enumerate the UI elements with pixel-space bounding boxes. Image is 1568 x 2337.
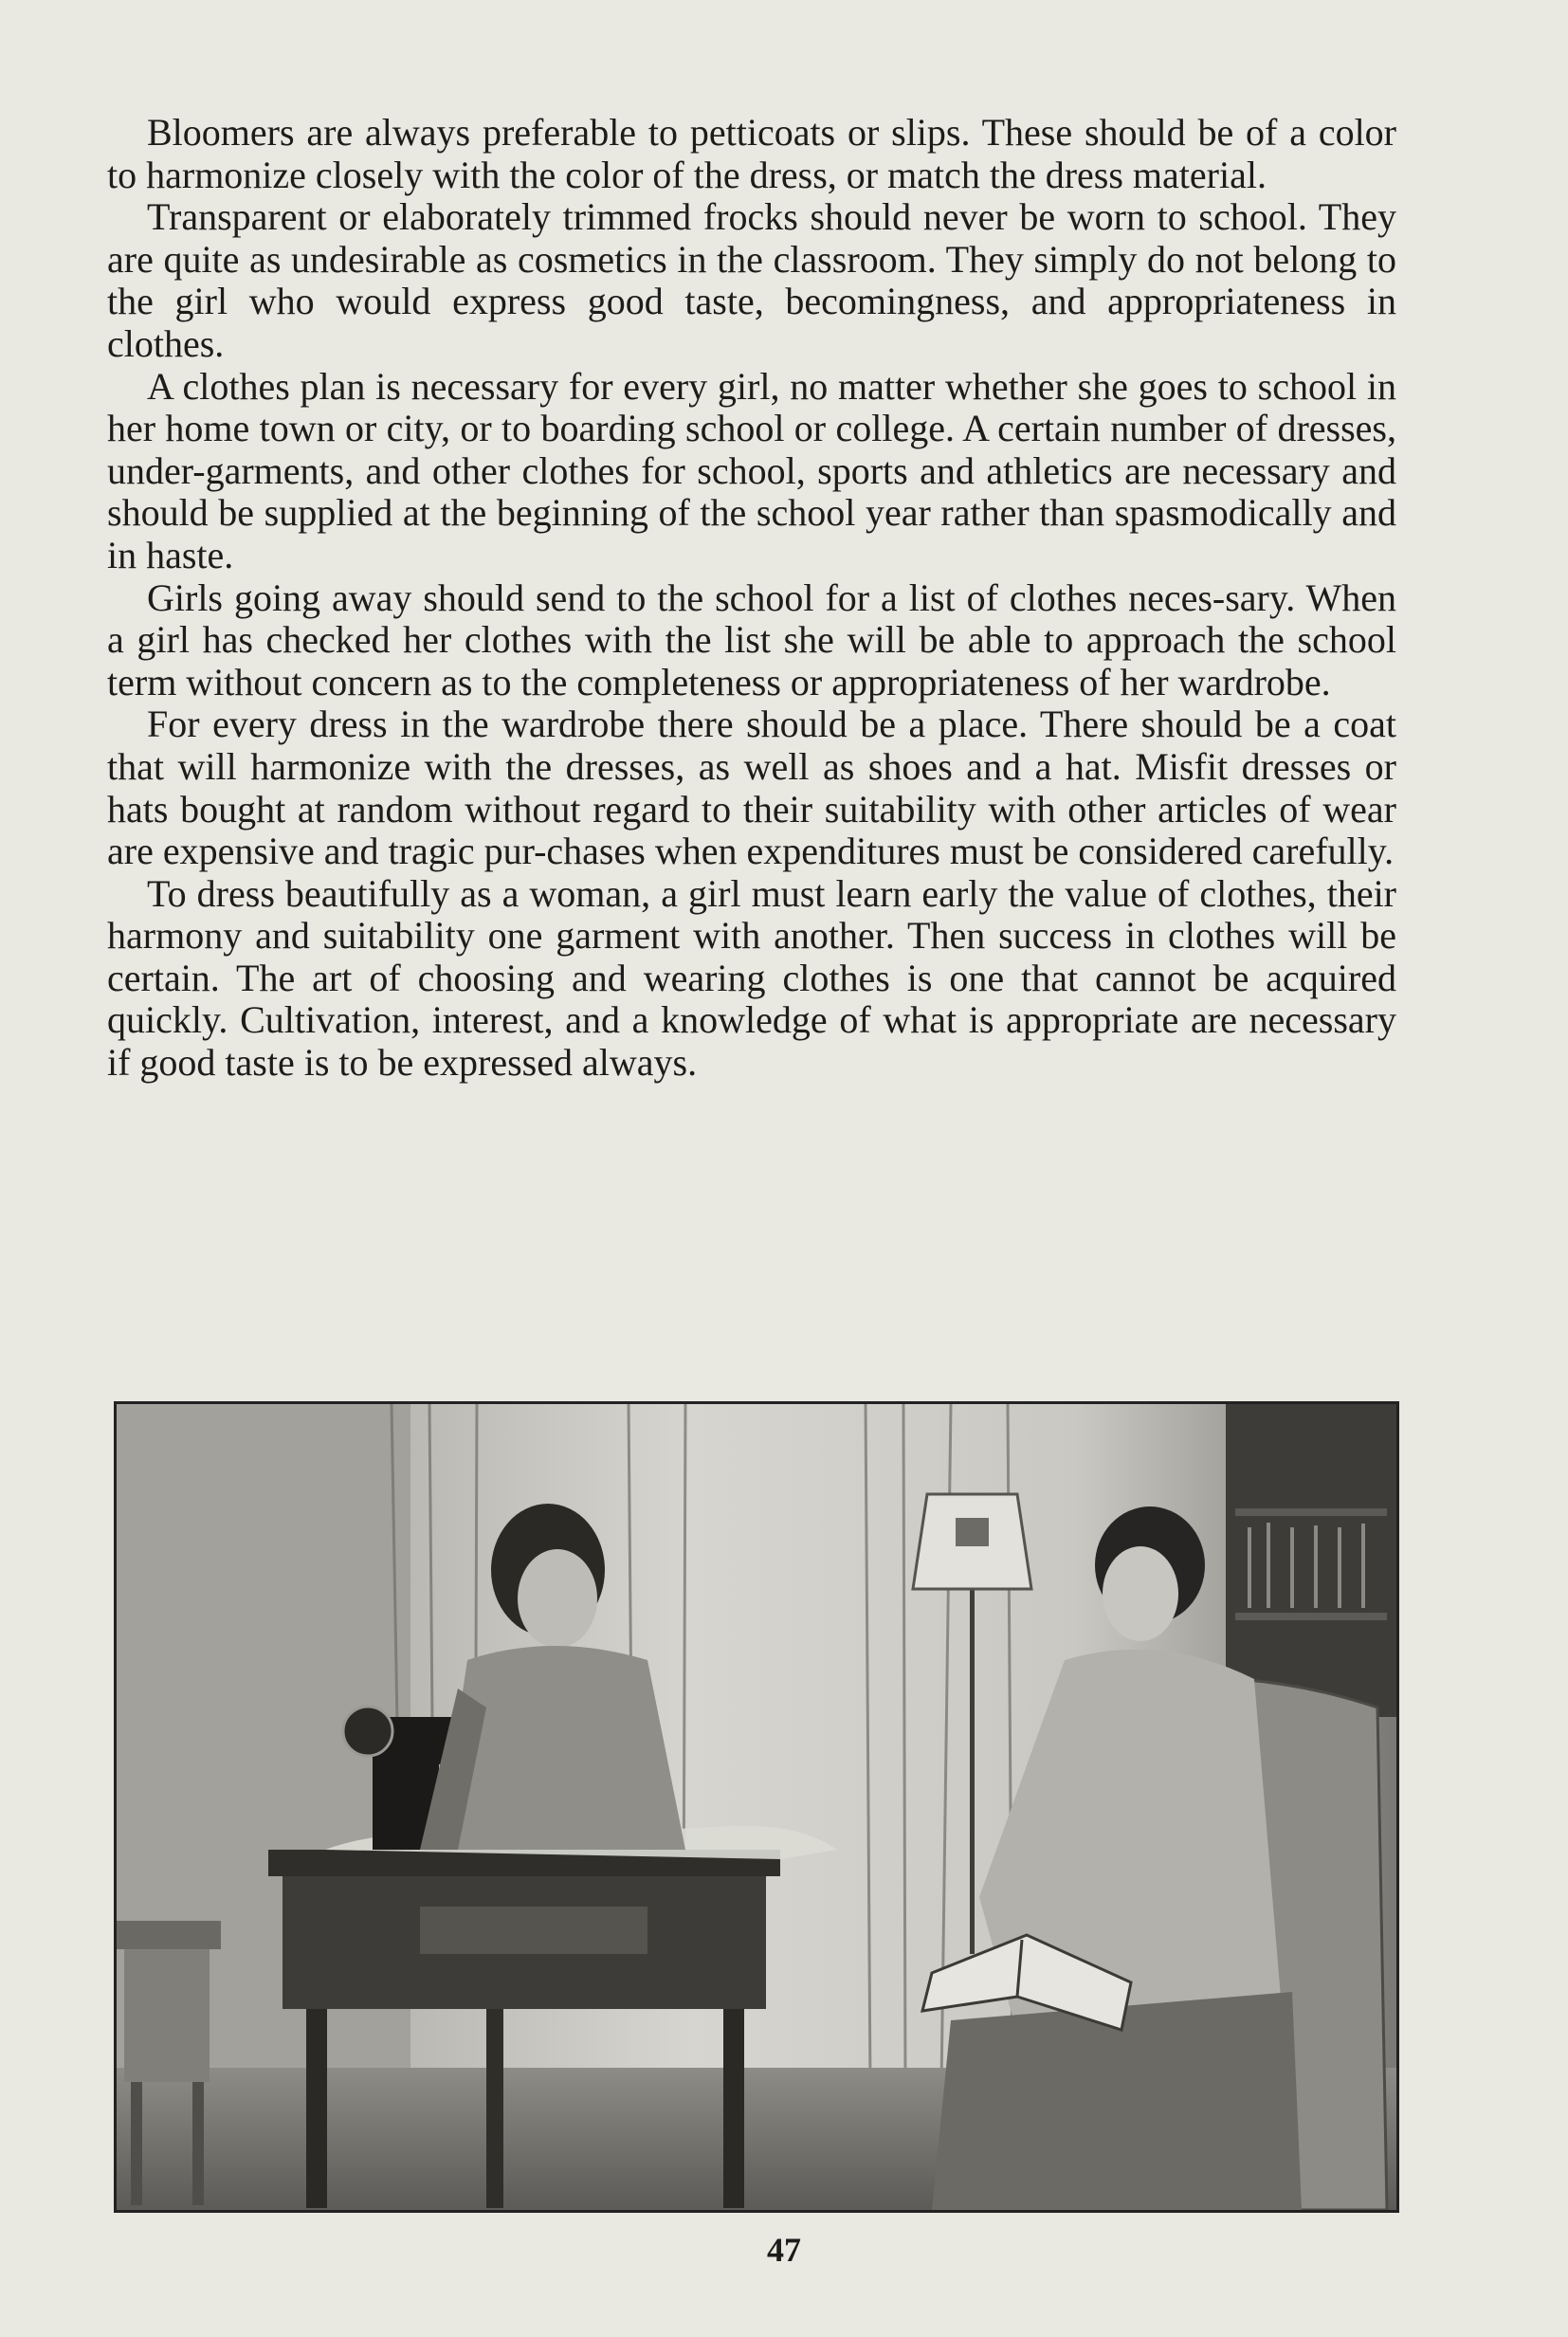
paragraph-4: Girls going away should send to the school for a list of clothes neces-sary. When a girl has checked her clothes with the list she will be able to approach the school term without concern as to the completeness or appropriateness of her wardrobe. [107,575,1396,703]
illustration-drawing [117,1404,1396,2210]
paragraph-3: A clothes plan is necessary for every girl, no matter whether she goes to school in her home town or city, or to boarding school or college. A certain number of dresses, under-garments, and other clothes for school, sports and athletics are necessary and should be supplied at the beginning of the school year rather than spasmodically and in haste. [107,364,1396,576]
paragraph-5: For every dress in the wardrobe there should be a place. There should be a coat that will harmonize with the dresses, as well as shoes and a hat. Misfit dresses or hats bought at random without regard to their suitability with other articles of wear are expensive and tragic pur-chases when expenditures must be considered carefully. [107,703,1396,873]
paragraph-2: Transparent or elaborately trimmed frocks should never be worn to school. They are quite as undesirable as cosmetics in the classroom. They simply do not belong to the girl who would express good taste, becomingness, and appropriateness in clothes. [107,195,1396,365]
page-number: 47 [767,2231,801,2269]
sewing-scene-illustration [114,1401,1399,2213]
paragraph-1: Bloomers are always preferable to petticoats or slips. These should be of a color to harmonize closely with the color of the dress, or match the dress material. [107,111,1396,196]
paragraph-6: To dress beautifully as a woman, a girl must learn early the value of clothes, their harmony and suitability one garment with another. Then success in clothes will be certain. The art of choosing and wearing clothes is one that cannot be acquired quickly. Cultivation, interest, and a knowledge of what is appropriate are necessary if good taste is to be expressed always. [107,871,1396,1085]
body-text [107,112,1396,1085]
